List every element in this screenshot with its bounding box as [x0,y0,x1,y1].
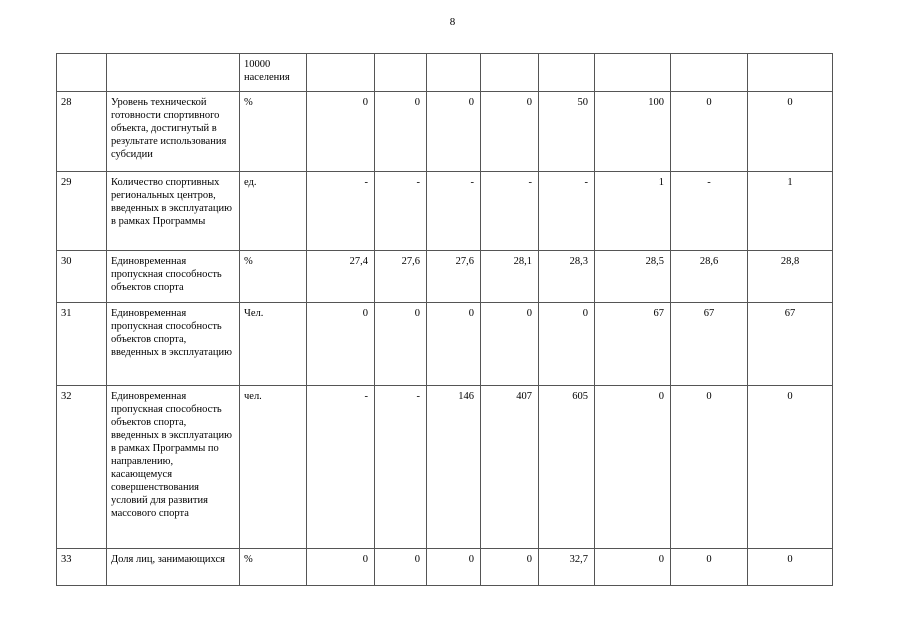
value-cell: 50 [539,92,595,172]
value-cell: 1 [595,172,671,251]
value-cell: 0 [375,549,427,586]
row-number: 31 [57,303,107,386]
value-cell [539,54,595,92]
value-cell: - [375,172,427,251]
value-cell: 0 [671,549,748,586]
value-cell: 0 [671,386,748,549]
value-cell: 32,7 [539,549,595,586]
table-row [57,303,833,386]
row-number: 28 [57,92,107,172]
value-cell: 28,8 [748,251,833,303]
value-cell: - [307,386,375,549]
value-cell: 0 [595,549,671,586]
value-cell: 0 [748,549,833,586]
value-cell: 0 [307,92,375,172]
value-cell: 28,6 [671,251,748,303]
value-cell: 0 [427,303,481,386]
value-cell [748,54,833,92]
value-cell: 0 [539,303,595,386]
unit-cell: 10000 населения [240,54,307,92]
row-number: 30 [57,251,107,303]
table-row [57,251,833,303]
value-cell [307,54,375,92]
value-cell: 27,6 [427,251,481,303]
value-cell [481,54,539,92]
indicator-name: Единовременная пропускная способность объектов спорта, введенных в эксплуатацию [107,303,240,386]
value-cell: 0 [748,386,833,549]
value-cell: - [539,172,595,251]
value-cell: 0 [481,549,539,586]
indicators-table [56,53,833,586]
table-row [57,549,833,586]
value-cell: 0 [671,92,748,172]
value-cell [375,54,427,92]
unit-cell: ед. [240,172,307,251]
value-cell: 0 [427,92,481,172]
value-cell: 0 [748,92,833,172]
value-cell: 0 [307,549,375,586]
value-cell: 605 [539,386,595,549]
table-row [57,54,833,92]
value-cell [427,54,481,92]
value-cell: 0 [481,92,539,172]
page-number: 8 [449,16,456,28]
unit-cell: % [240,92,307,172]
value-cell: 27,4 [307,251,375,303]
value-cell: 0 [375,303,427,386]
value-cell [671,54,748,92]
row-number: 33 [57,549,107,586]
indicator-name: Количество спортивных региональных центров, введенных в эксплуатацию в рамках Программы [107,172,240,251]
value-cell: 28,1 [481,251,539,303]
indicator-name: Единовременная пропускная способность объектов спорта [107,251,240,303]
unit-cell: % [240,549,307,586]
value-cell: 1 [748,172,833,251]
table-row [57,172,833,251]
unit-cell: чел. [240,386,307,549]
value-cell: 67 [748,303,833,386]
value-cell: 100 [595,92,671,172]
value-cell: 67 [595,303,671,386]
value-cell: - [481,172,539,251]
indicator-name: Уровень технической готовности спортивного объекта, достигнутый в результате использования субсидии [107,92,240,172]
value-cell: - [375,386,427,549]
unit-cell: % [240,251,307,303]
row-number: 29 [57,172,107,251]
value-cell: 407 [481,386,539,549]
unit-cell: Чел. [240,303,307,386]
value-cell: 0 [595,386,671,549]
indicator-name: Доля лиц, занимающихся [107,549,240,586]
value-cell [595,54,671,92]
value-cell: 0 [481,303,539,386]
indicator-name: Единовременная пропускная способность объектов спорта, введенных в эксплуатацию в рамках Программы по направлению, касающемуся совершенствования условий для развития массового спорта [107,386,240,549]
value-cell: 146 [427,386,481,549]
table-row [57,92,833,172]
value-cell: 28,3 [539,251,595,303]
row-number [57,54,107,92]
value-cell: 0 [307,303,375,386]
value-cell: - [307,172,375,251]
value-cell: 0 [375,92,427,172]
indicator-name [107,54,240,92]
value-cell: 0 [427,549,481,586]
value-cell: 27,6 [375,251,427,303]
value-cell: - [671,172,748,251]
value-cell: 67 [671,303,748,386]
table-row [57,386,833,549]
value-cell: 28,5 [595,251,671,303]
value-cell: - [427,172,481,251]
row-number: 32 [57,386,107,549]
